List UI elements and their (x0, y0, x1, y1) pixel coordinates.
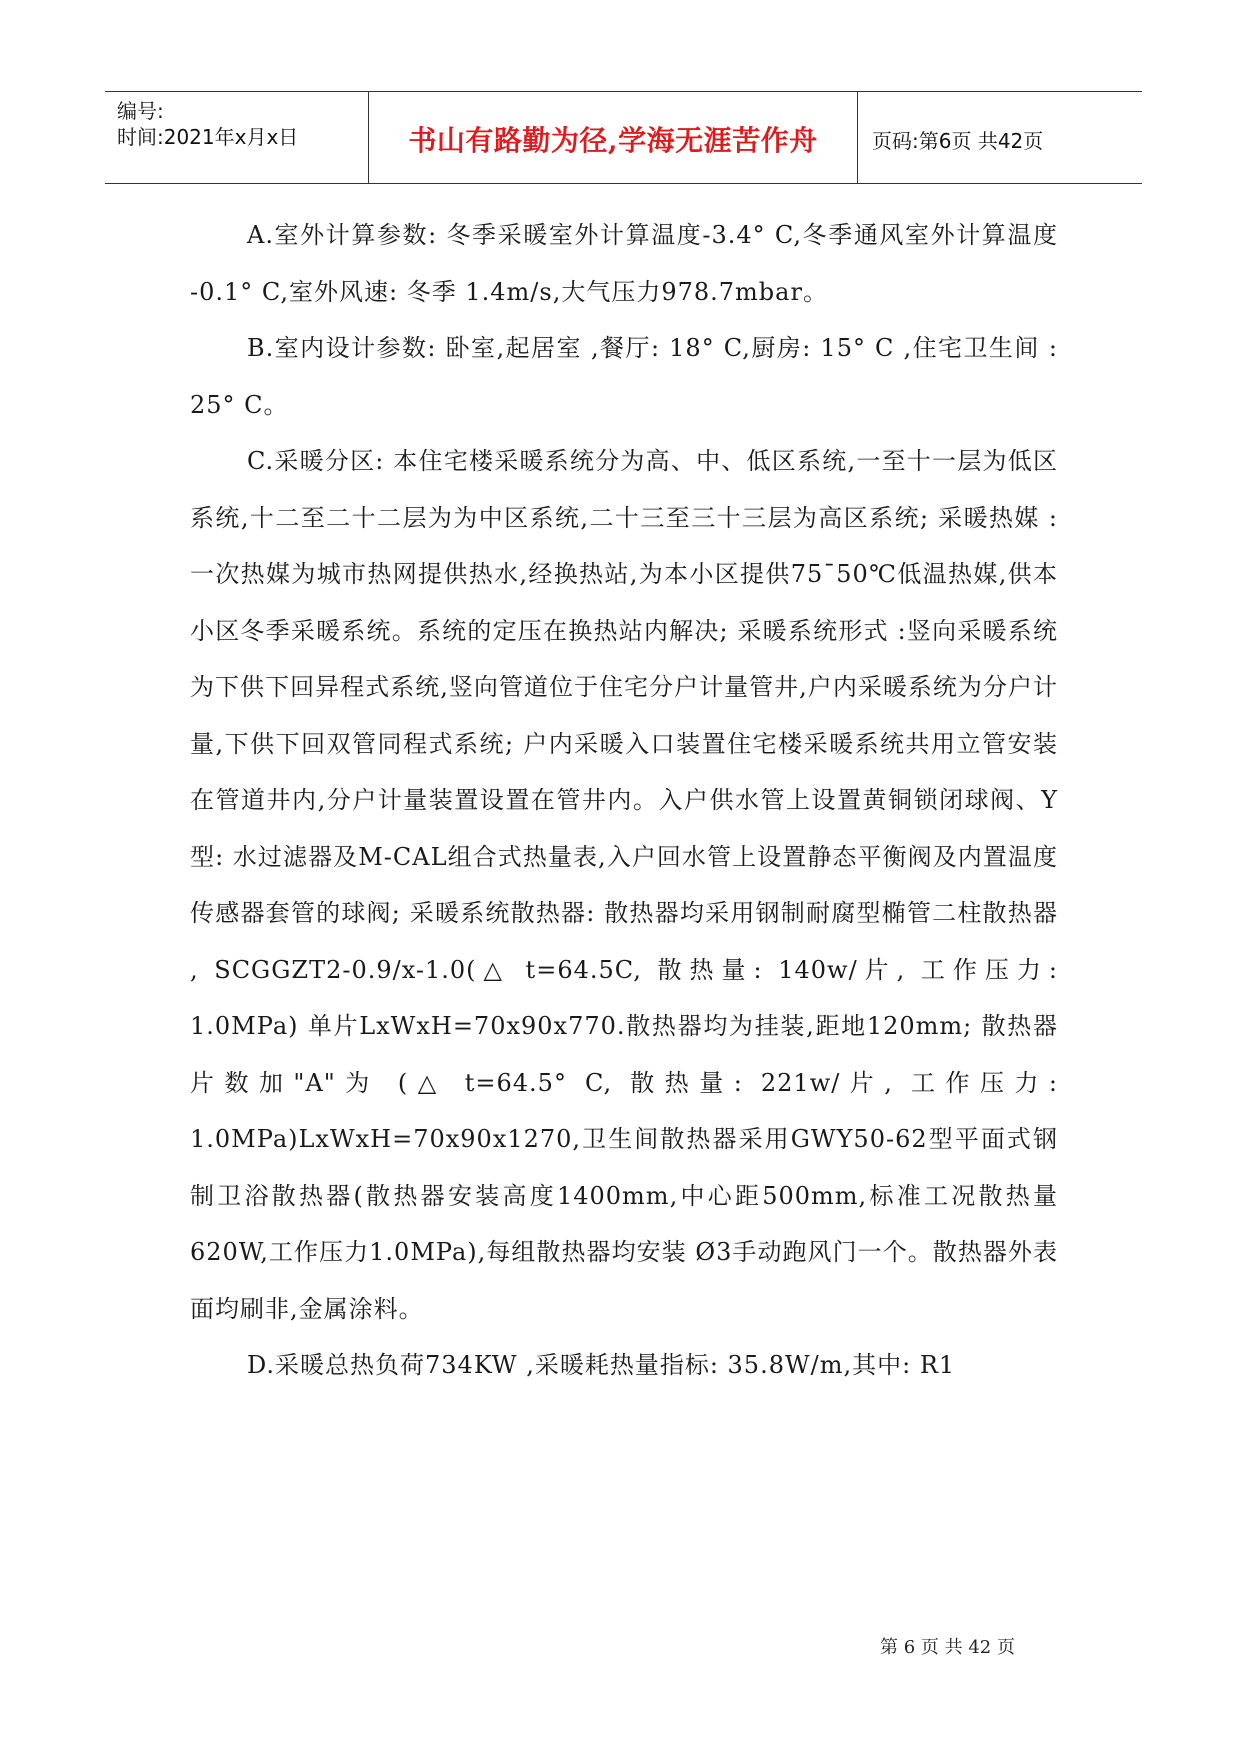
header-motto: 书山有路勤为径,学海无涯苦作舟 (408, 124, 818, 157)
header-page-cell (858, 92, 1142, 183)
document-number-label: 编号: (117, 99, 164, 123)
paragraph-heating-zones: C.采暖分区: 本住宅楼采暖系统分为高、中、低区系统,一至十一层为低区系统,十二至二十二层为为中区系统,二十三至三十三层为高区系统; 采暖热媒 : 一次热媒为城市热网提供热水,经换热站,为本小区提供75¯50℃低温热媒,供本小区冬季采暖系统。系统的定压在换热站内解决; 采暖系统形式 :竖向采暖系统为下供下回异程式系统,竖向管道位于住宅分户计量管井,户内采暖系统为分户计量,下供下回双管同程式系统; 户内采暖入口装置住宅楼采暖系统共用立管安装在管道井内,分户计量装置设置在管井内。入户供水管上设置黄铜锁闭球阀、Y型: 水过滤器及M-CAL组合式热量表,入户回水管上设置静态平衡阀及内置温度传感器套管的球阀; 采暖系统散热器: 散热器均采用钢制耐腐型椭管二柱散热器 , SCGGZT2-0.9/x-1.0(△ t=64.5C, 散热量: 140w/片, 工作压力: 1.0MPa) 单片LxWxH=70x90x770.散热器均为挂装,距地120mm; 散热器片数加"A"为 (△ t=64.5° C, 散热量: 221w/片, 工作压力: 1.0MPa)LxWxH=70x90x1270,卫生间散热器采用GWY50-62型平面式钢制卫浴散热器(散热器安装高度1400mm,中心距500mm,标准工况散热量620W,工作压力1.0MPa),每组散热器均安装 Ø3手动跑风门一个。散热器外表面均刷非,金属涂料。 (190, 447, 1058, 1323)
paragraph-indoor-parameters: B.室内设计参数: 卧室,起居室 ,餐厅: 18° C,厨房: 15° C ,住宅卫生间 : 25° C。 (190, 334, 1058, 419)
paragraph-heat-load: D.采暖总热负荷734KW ,采暖耗热量指标: 35.8W/m,其中: R1 (247, 1351, 956, 1379)
page-footer: 第 6 页 共 42 页 (880, 1637, 1015, 1658)
paragraph-outdoor-parameters: A.室外计算参数: 冬季采暖室外计算温度-3.4° C,冬季通风室外计算温度 -0.1° C,室外风速: 冬季 1.4m/s,大气压力978.7mbar。 (190, 221, 1058, 306)
header-page-code: 页码:第6页 共42页 (872, 129, 1044, 153)
page-header (105, 91, 1142, 184)
header-motto-cell (368, 92, 858, 183)
document-time-label: 时间:2021年x月x日 (117, 125, 299, 149)
document-body (190, 207, 1058, 1394)
header-info-cell (105, 92, 368, 183)
